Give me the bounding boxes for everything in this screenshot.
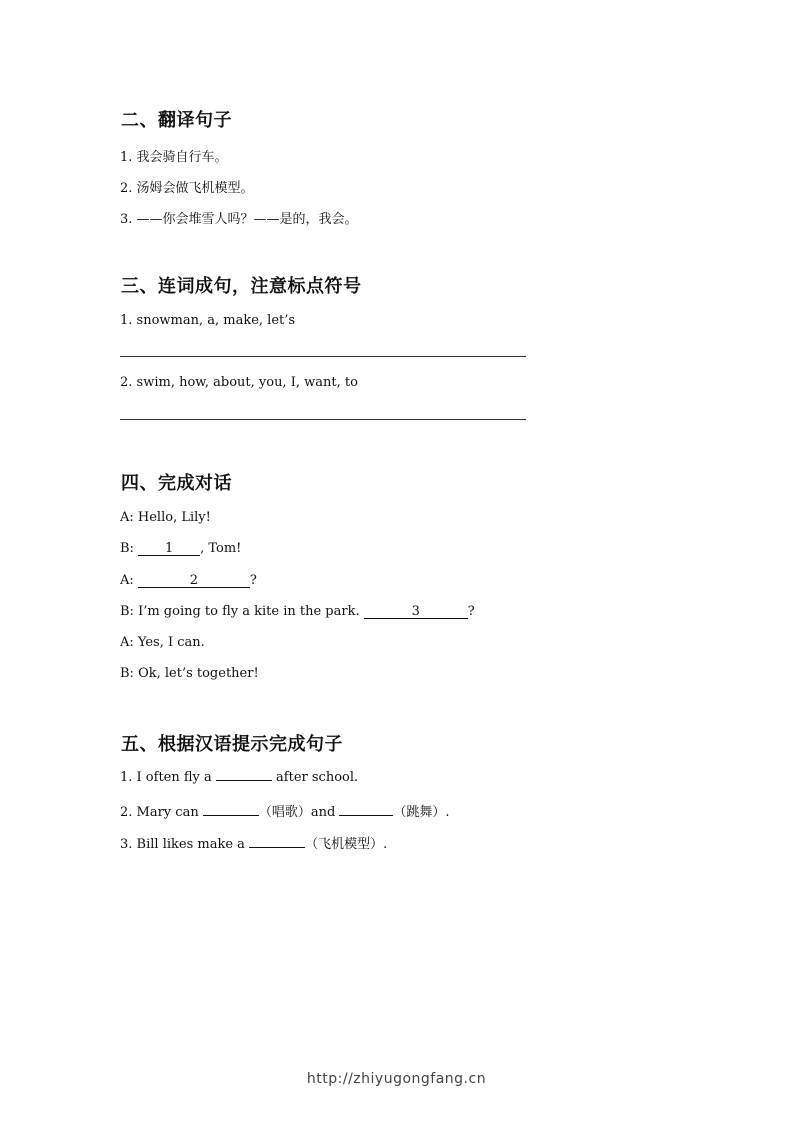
section-heading-word-order: 三、连词成句，注意标点符号 — [121, 276, 362, 297]
complete-item-1-suffix: after school. — [271, 770, 359, 785]
footer-url[interactable]: http://zhiyugongfang.cn — [306, 1071, 487, 1087]
complete-item-3-prefix: 3. Bill likes make a — [120, 837, 250, 852]
dialogue-line-2-prefix: B: — [120, 541, 139, 556]
complete-blank-4[interactable] — [249, 847, 305, 848]
complete-item-1-prefix: 1. I often fly a — [120, 770, 216, 785]
dialogue-line-3-prefix: A: — [120, 573, 138, 588]
translate-item-1: 1. 我会骑自行车。 — [120, 150, 228, 165]
dialogue-line-2-suffix: , Tom! — [200, 541, 242, 556]
dialogue-line-4-prefix: B: I’m going to fly a kite in the park. — [120, 604, 364, 619]
dialogue-line-4 — [120, 604, 475, 619]
word-order-item-2: 2. swim, how, about, you, I, want, to — [120, 375, 358, 390]
complete-item-1 — [120, 770, 358, 785]
dialogue-blank-3[interactable]: 3 — [364, 605, 468, 619]
word-order-item-1: 1. snowman, a, make, let’s — [120, 313, 296, 328]
complete-item-3-suffix: （飞机模型）. — [305, 837, 388, 852]
translate-item-3: 3. ——你会堆雪人吗？——是的，我会。 — [120, 212, 358, 227]
answer-line-2[interactable] — [120, 419, 526, 420]
section-heading-dialogue: 四、完成对话 — [121, 473, 232, 494]
dialogue-blank-2[interactable]: 2 — [138, 574, 250, 588]
dialogue-line-2 — [120, 541, 241, 556]
complete-blank-1[interactable] — [216, 780, 272, 781]
complete-item-2 — [120, 801, 450, 820]
dialogue-line-5: A: Yes, I can. — [120, 635, 205, 650]
dialogue-line-6: B: Ok, let’s together! — [120, 666, 259, 681]
dialogue-line-3-suffix: ? — [249, 573, 257, 588]
section-heading-translate: 二、翻译句子 — [121, 110, 232, 131]
complete-item-3 — [120, 833, 387, 852]
answer-line-1[interactable] — [120, 356, 526, 357]
dialogue-line-1: A: Hello, Lily! — [120, 510, 211, 525]
translate-item-2: 2. 汤姆会做飞机模型。 — [120, 181, 254, 196]
dialogue-line-4-suffix: ? — [467, 604, 475, 619]
section-heading-complete-sentences: 五、根据汉语提示完成句子 — [121, 734, 343, 755]
complete-item-2-middle: （唱歌）and — [258, 805, 340, 820]
complete-blank-3[interactable] — [339, 815, 393, 816]
complete-blank-2[interactable] — [203, 815, 259, 816]
dialogue-line-3 — [120, 573, 257, 588]
complete-item-2-suffix: （跳舞）. — [393, 805, 450, 820]
dialogue-blank-1[interactable]: 1 — [138, 542, 200, 556]
complete-item-2-prefix: 2. Mary can — [120, 805, 203, 820]
